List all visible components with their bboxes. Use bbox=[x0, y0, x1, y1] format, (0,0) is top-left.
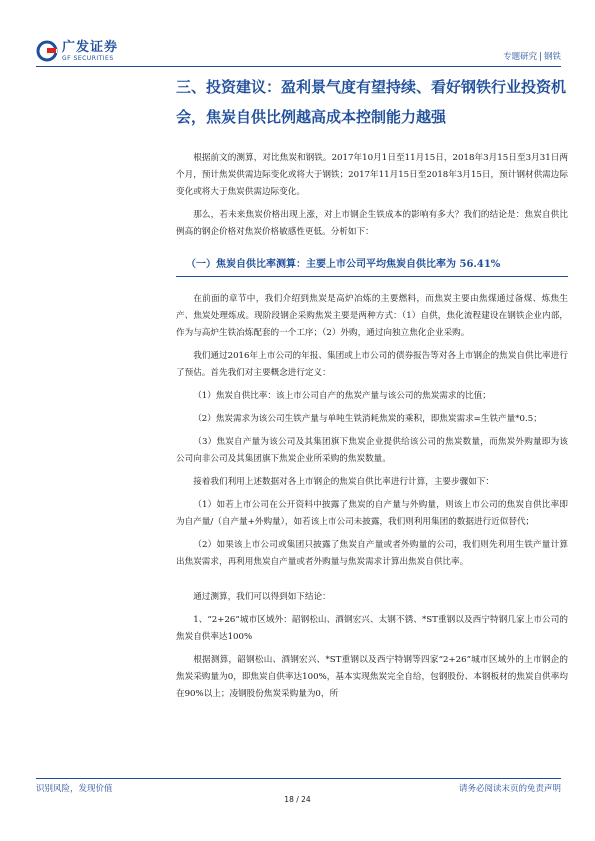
logo-chinese-name: 广发证券 bbox=[62, 39, 119, 55]
body-paragraph-1: 在前面的章节中，我们介绍到焦炭是高炉冶炼的主要燃料，而焦炭主要由焦煤通过备煤、炼焦生产、焦炭处理炼成。现阶段钢企采购焦炭主要是两种方式：（1）自供，焦化流程建设在钢铁企业内部，作为与高炉生铁冶炼配套的一个工序；（2）外购，通过向独立焦化企业采购。 bbox=[176, 294, 568, 338]
report-category: 专题研究 bbox=[503, 52, 538, 62]
gf-logo-icon bbox=[36, 40, 58, 62]
definition-2: （2）焦炭需求为该公司生铁产量与单吨生铁消耗焦炭的乘积，即焦炭需求=生铁产量*0.5； bbox=[193, 414, 542, 424]
definition-1: （1）焦炭自供比率：该上市公司自产的焦炭产量与该公司的焦炭需求的比值； bbox=[193, 391, 491, 401]
conclusion-lead: 通过测算，我们可以得到如下结论： bbox=[193, 592, 331, 602]
conclusion-item-1-detail: 根据测算，韶钢松山、酒钢宏兴、*ST重钢以及西宁特钢等四家“2+26”城市区域外的上市钢企的焦炭采购量为0，即焦炭自供率达100%，基本实现焦炭完全自给，包钢股份、本钢板材的焦炭自供率均在90%以上；凌钢股份焦炭采购量为0，所 bbox=[176, 655, 568, 699]
header-breadcrumb bbox=[503, 50, 561, 62]
main-content bbox=[176, 150, 568, 709]
page-number: 18 / 24 bbox=[284, 795, 311, 804]
conclusion-item-1: 1、“2+26”城市区域外：韶钢松山、酒钢宏兴、太钢不锈、*ST重钢以及西宁特钢几家上市公司的焦炭自供率达100% bbox=[176, 615, 568, 642]
section-title: 三、投资建议：盈利景气度有望持续、看好钢铁行业投资机会，焦炭自供比例越高成本控制能力越强 bbox=[176, 78, 567, 126]
report-sector: 钢铁 bbox=[543, 52, 561, 62]
intro-paragraph-2: 那么，若未来焦炭价格出现上涨，对上市钢企生铁成本的影响有多大？我们的结论是：焦炭自供比例高的钢企价格对焦炭价格敏感性更低。分析如下： bbox=[176, 210, 568, 237]
breadcrumb-separator: | bbox=[539, 52, 542, 62]
step-1: （1）如若上市公司在公开资料中披露了焦炭的自产量与外购量，则该上市公司的焦炭自供比率即为自产量/（自产量+外购量），如若该上市公司未披露，我们则利用集团的数据进行近似替代； bbox=[176, 500, 568, 527]
footer-slogan: 识别风险，发现价值 bbox=[36, 784, 113, 794]
definition-3: （3）焦炭自产量为该公司及其集团旗下焦炭企业提供给该公司的焦炭数量，而焦炭外购量即为该公司向非公司及其集团旗下焦炭企业所采购的焦炭数量。 bbox=[176, 437, 568, 464]
company-logo bbox=[36, 40, 118, 62]
step-2: （2）如果该上市公司或集团只披露了焦炭自产量或者外购量的公司，我们则先利用生铁产量计算出焦炭需求，再利用焦炭自产量或者外购量与焦炭需求计算出焦炭自供比率。 bbox=[176, 540, 568, 567]
sub-heading: （一）焦炭自供比率测算：主要上市公司平均焦炭自供比率为 56.41% bbox=[176, 255, 568, 277]
footer-disclaimer: 请务必阅读末页的免责声明 bbox=[458, 784, 561, 794]
body-paragraph-3: 接着我们利用上述数据对各上市钢企的焦炭自供比率进行计算，主要步骤如下： bbox=[193, 477, 494, 487]
body-paragraph-2: 我们通过2016年上市公司的年报、集团或上市公司的债券报告等对各上市钢企的焦炭自供比率进行了预估。首先我们对主要概念进行定义： bbox=[176, 351, 568, 378]
page-header bbox=[0, 0, 595, 72]
header-divider bbox=[36, 66, 561, 67]
logo-english-name: GF SECURITIES bbox=[62, 54, 114, 62]
intro-paragraph-1: 根据前文的测算，对比焦炭和钢铁。2017年10月1日至11月15日，2018年3月15日至3月31日两个月，预计焦炭供需边际变化或将大于钢铁；2017年11月15日至2018年3月15日，预计钢材供需边际变化或将大于焦炭供需边际变化。 bbox=[176, 153, 568, 197]
footer-divider bbox=[36, 778, 561, 779]
